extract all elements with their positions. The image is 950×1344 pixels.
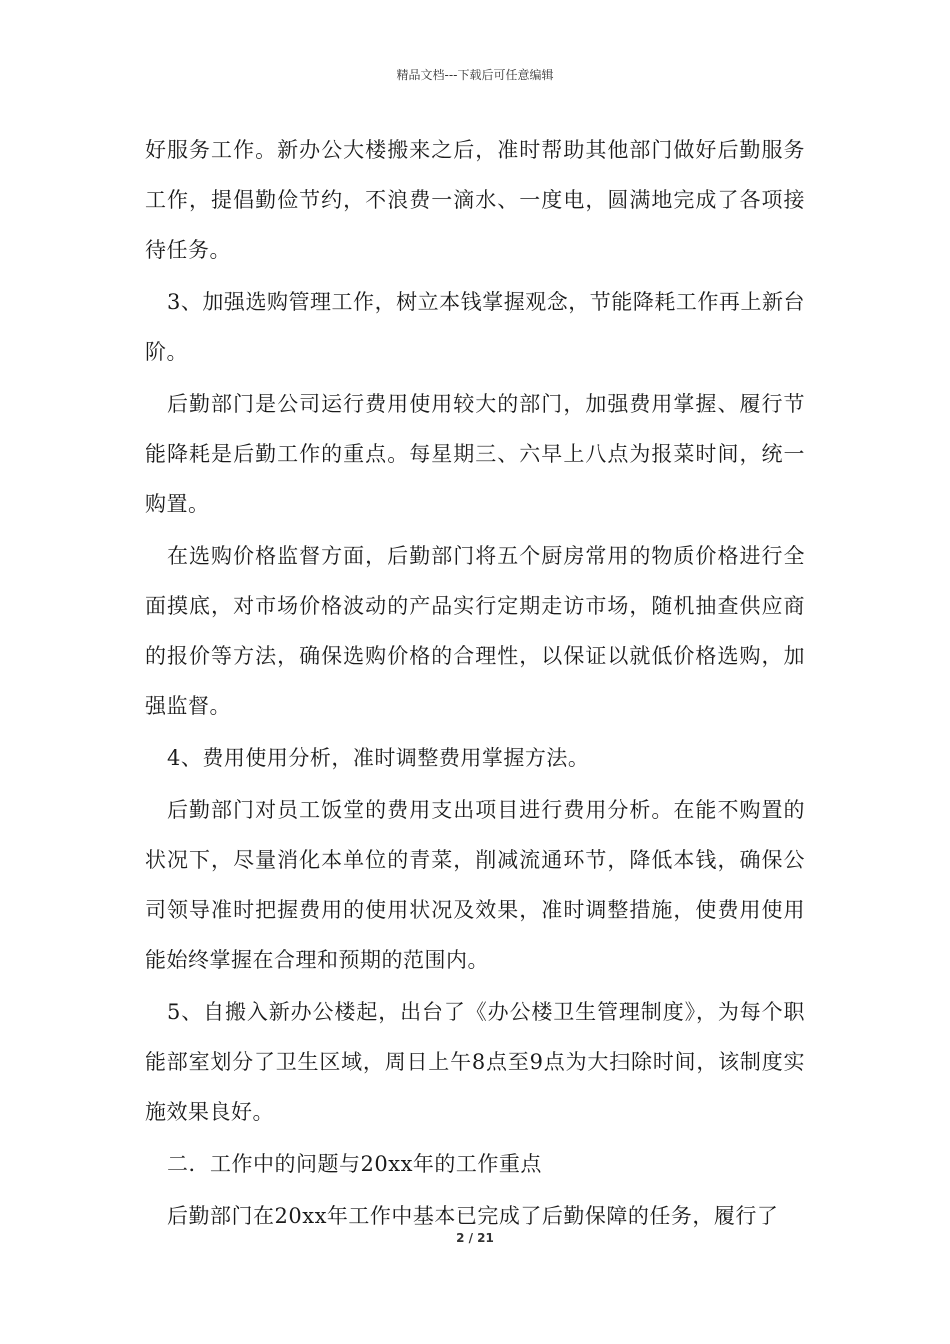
paragraph: 5、自搬入新办公楼起，出台了《办公楼卫生管理制度》，为每个职能部室划分了卫生区域，周日上午8点至9点为大扫除时间，该制度实施效果良好。	[145, 1000, 805, 1124]
paragraph: 后勤部门在20xx年工作中基本已完成了后勤保障的任务，履行了	[167, 1204, 779, 1228]
paragraph: 好服务工作。新办公大楼搬来之后，准时帮助其他部门做好后勤服务工作，提倡勤俭节约，不浪费一滴水、一度电，圆满地完成了各项接待任务。	[145, 138, 805, 262]
paragraph: 后勤部门对员工饭堂的费用支出项目进行费用分析。在能不购置的状况下，尽量消化本单位的青菜，削减流通环节，降低本钱，确保公司领导准时把握费用的使用状况及效果，准时调整措施，使费用使用能始终掌握在合理和预期的范围内。	[145, 798, 805, 972]
page-number: 2 / 21	[456, 1231, 494, 1245]
paragraph: 后勤部门是公司运行费用使用较大的部门，加强费用掌握、履行节能降耗是后勤工作的重点。每星期三、六早上八点为报菜时间，统一购置。	[145, 392, 805, 516]
page-header: 精品文档---下载后可任意编辑	[396, 68, 554, 82]
paragraph: 在选购价格监督方面，后勤部门将五个厨房常用的物质价格进行全面摸底，对市场价格波动的产品实行定期走访市场，随机抽查供应商的报价等方法，确保选购价格的合理性，以保证以就低价格选购，加强监督。	[145, 544, 805, 718]
paragraph: 3、加强选购管理工作，树立本钱掌握观念，节能降耗工作再上新台阶。	[145, 290, 805, 364]
section-heading: 二．工作中的问题与20xx年的工作重点	[167, 1152, 542, 1176]
document-body	[145, 125, 805, 1243]
paragraph: 4、费用使用分析，准时调整费用掌握方法。	[167, 746, 590, 770]
